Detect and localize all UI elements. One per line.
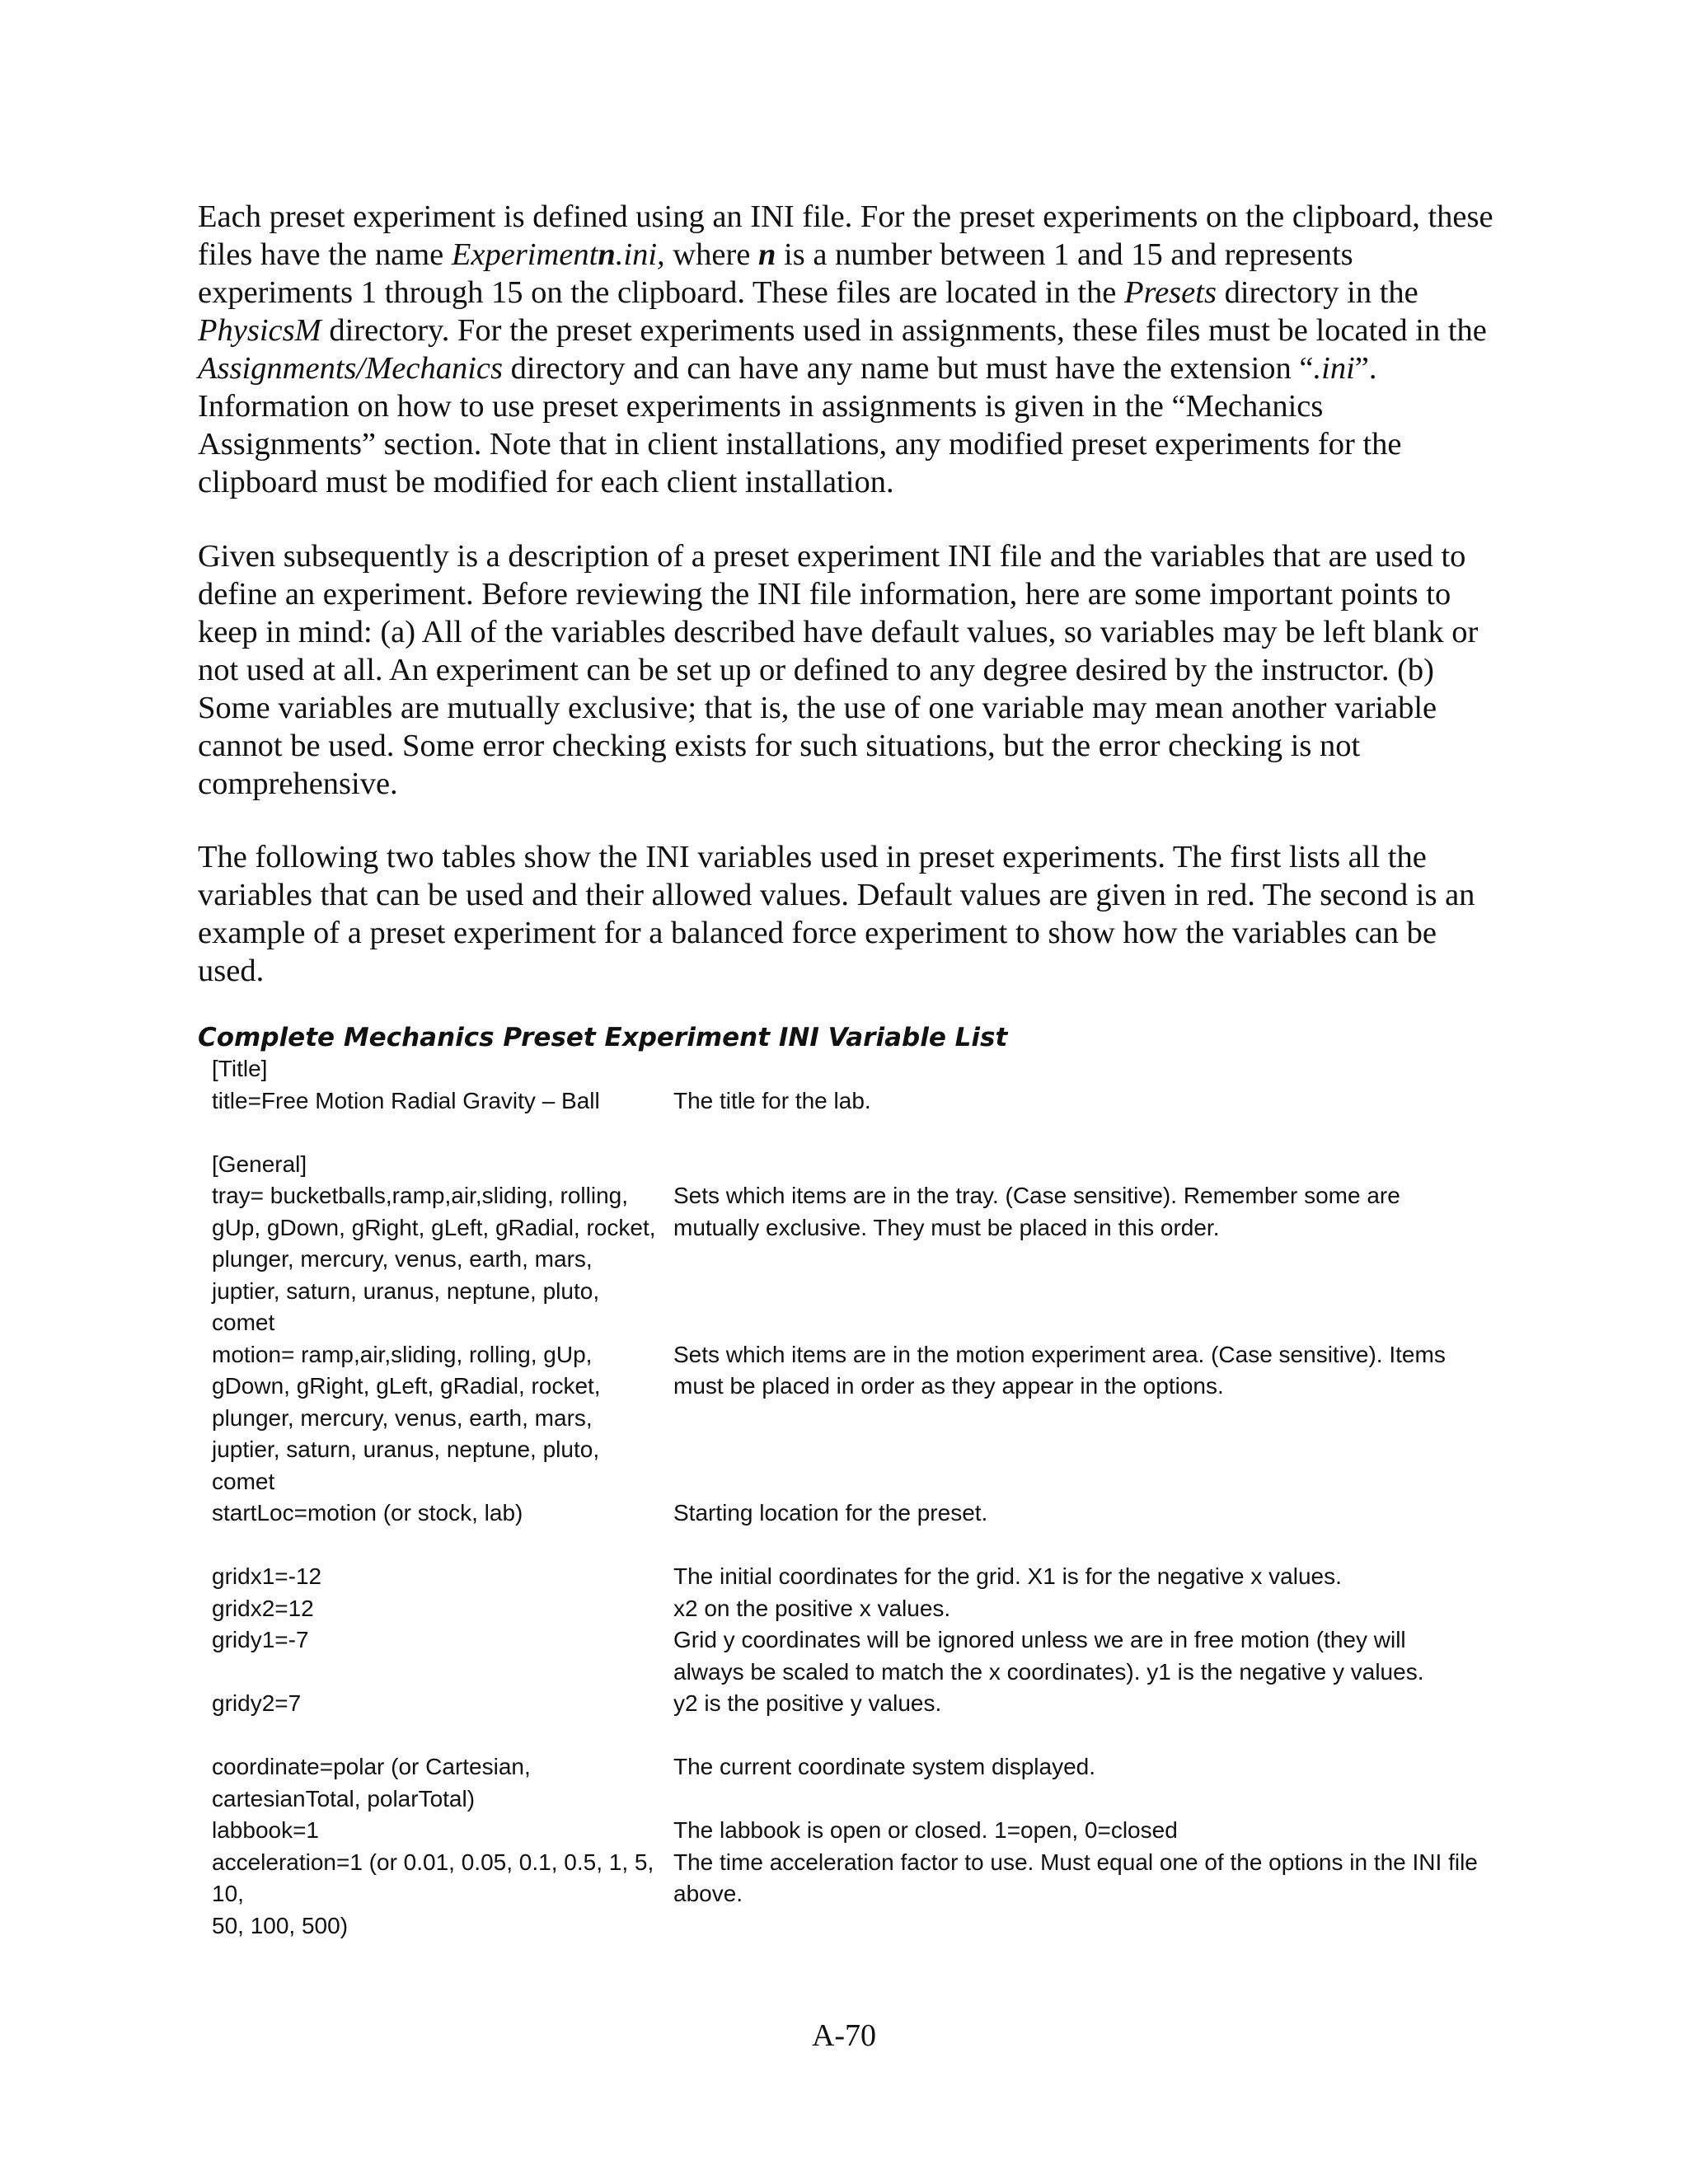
ini-description-line: always be scaled to match the x coordinates). y1 is the negative y values. [673,1658,1424,1685]
ini-variable-line: acceleration=1 (or 0.01, 0.05, 0.1, 0.5, 1, 5, [212,1849,654,1875]
page-number: A-70 [811,2018,877,2053]
ini-description [673,1561,1481,1593]
ini-description [673,1593,1481,1625]
intro-text-run: directory. For the preset experiments used in assignments, these files must be located in the [321,313,1487,348]
ini-row [212,1688,1481,1720]
ini-description-line: The initial coordinates for the grid. X1 is for the negative x values. [673,1563,1342,1589]
ini-row [212,1847,1481,1943]
ini-row [212,1561,1481,1593]
ini-variable-line: startLoc=motion (or stock, lab) [212,1500,523,1526]
ini-row [212,1497,1481,1530]
ini-variable-line: gridx2=12 [212,1595,314,1621]
ini-variable [212,1847,673,1943]
intro-text-run: directory in the [1216,275,1418,310]
ini-variable [212,1561,673,1593]
ini-row [212,1720,1481,1752]
ini-description [673,1751,1481,1783]
ini-description [673,1815,1481,1847]
ini-variable [212,1149,673,1181]
ini-variable-line: juptier, saturn, uranus, neptune, pluto, [212,1277,600,1304]
ini-variable [212,1053,673,1085]
ini-variable [212,1180,673,1339]
ini-variable-line: gridy2=7 [212,1690,302,1716]
ini-variable-line: labbook=1 [212,1817,320,1843]
ini-variable [212,1593,673,1625]
ini-description-line: The time acceleration factor to use. Must equal one of the options in the INI file [673,1849,1478,1875]
ini-variable-table [212,1053,1481,1942]
intro-text-run: .ini [1313,351,1355,386]
ini-row [212,1117,1481,1149]
ini-row [212,1339,1481,1498]
intro-paragraph [198,198,1500,501]
ini-row [212,1085,1481,1118]
ini-variable [212,1085,673,1118]
ini-description-line: x2 on the positive x values. [673,1595,951,1621]
ini-variable [212,1720,673,1752]
ini-variable [212,1815,673,1847]
ini-variable-line: 10, [212,1881,244,1906]
description-paragraph: Given subsequently is a description of a preset experiment INI file and the variables that are used to define an experiment. Before reviewing the INI file information, here are some important points to keep in mind: (a) All of the variables described have default values, so variables may be left blank or not used at all. An experiment can be set up or defined to any degree desired by the instructor. (b) Some variables are mutually exclusive; that is, the use of one variable may mean another variable cannot be used. Some error checking exists for such situations, but the error checking is not comprehensive. [198,539,1479,801]
ini-variable-line [212,1720,673,1752]
intro-text-run: Assignments/Mechanics [198,351,503,386]
intro-text-run: Presets [1124,275,1217,310]
ini-description-line: must be placed in order as they appear in the options. [673,1373,1224,1399]
ini-description-line: The labbook is open or closed. 1=open, 0=closed [673,1817,1178,1843]
ini-description-line: y2 is the positive y values. [673,1690,942,1716]
ini-description [673,1847,1481,1910]
ini-variable-line [212,1530,673,1562]
ini-row [212,1815,1481,1847]
ini-description [673,1085,1481,1118]
ini-description [673,1180,1481,1244]
ini-variable-line: title=Free Motion Radial Gravity – Ball [212,1087,600,1113]
ini-variable-line: cartesianTotal, polarTotal) [212,1785,476,1811]
ini-description-line: Grid y coordinates will be ignored unless we are in free motion (they will [673,1627,1406,1652]
ini-variable [212,1339,673,1498]
ini-variable-line: [General] [212,1151,307,1177]
intro-text-run: .ini, [615,237,665,272]
ini-variable [212,1117,673,1149]
ini-description [673,1624,1481,1688]
ini-row [212,1751,1481,1815]
ini-row [212,1053,1481,1085]
ini-description [673,1339,1481,1403]
ini-variable-line: 50, 100, 500) [212,1912,349,1938]
ini-description-line: Sets which items are in the tray. (Case sensitive). Remember some are [673,1183,1400,1208]
intro-text-run: ”. Information on how to use preset experiments in assignments is given in the “Mechanics Assignments” section. Note that in client installations, any modified preset experiments for the clipboard must be modified for each client installation. [198,351,1402,499]
ini-variable-line: gDown, gRight, gLeft, gRadial, rocket, [212,1373,601,1399]
ini-description-line: Starting location for the preset. [673,1500,988,1526]
intro-text-run: where [664,237,758,272]
ini-variable-line: [Title] [212,1056,268,1081]
ini-variable [212,1624,673,1688]
ini-variable-line [212,1657,673,1689]
ini-description-line: The current coordinate system displayed. [673,1754,1096,1779]
ini-variable-line: gridx1=-12 [212,1563,322,1589]
intro-text-run: n [757,237,776,272]
ini-variable [212,1751,673,1815]
ini-variable-line: plunger, mercury, venus, earth, mars, [212,1404,593,1431]
ini-variable-line [212,1117,673,1149]
ini-row [212,1624,1481,1688]
ini-variable-line: comet [212,1468,275,1494]
ini-description [673,1688,1481,1720]
ini-variable-line: tray= bucketballs,ramp,air,sliding, rolling, [212,1183,629,1208]
ini-description-line: Sets which items are in the motion experiment area. (Case sensitive). Items [673,1341,1446,1367]
intro-text-run: Experiment [451,237,598,272]
ini-variable-line: gUp, gDown, gRight, gLeft, gRadial, rocket, [212,1214,656,1240]
ini-variable-line: coordinate=polar (or Cartesian, [212,1754,531,1779]
ini-variable-line: motion= ramp,air,sliding, rolling, gUp, [212,1341,593,1367]
ini-variable-line: comet [212,1310,275,1335]
ini-row [212,1530,1481,1562]
ini-variable-line: juptier, saturn, uranus, neptune, pluto, [212,1436,600,1462]
intro-text-run: PhysicsM [198,313,321,348]
intro-text-run: n [598,237,616,272]
tables-paragraph: The following two tables show the INI variables used in preset experiments. The first lists all the variables that can be used and their allowed values. Default values are given in red. The second is an example of a preset experiment for a balanced force experiment to show how the variables can be used. [198,840,1475,988]
ini-variable [212,1530,673,1562]
ini-description-line: above. [673,1881,743,1906]
ini-description-line: mutually exclusive. They must be placed in this order. [673,1214,1220,1240]
ini-variable [212,1688,673,1720]
intro-text-run: is a number between 1 and 15 and represents experiments 1 through 15 on the clipboard. These files are located in the [198,237,1353,310]
ini-row [212,1149,1481,1181]
ini-variable-line: plunger, mercury, venus, earth, mars, [212,1246,593,1272]
ini-description-line: The title for the lab. [673,1087,871,1113]
ini-variable [212,1497,673,1530]
ini-description [673,1497,1481,1530]
table-caption: Complete Mechanics Preset Experiment INI Variable List [198,1023,1008,1052]
ini-row [212,1180,1481,1339]
intro-text-run: directory and can have any name but must have the extension “ [502,351,1314,386]
intro-text-run: Each preset experiment is defined using an INI file. For the preset experiments on the clipboard, these files have the name [198,199,1493,272]
ini-row [212,1593,1481,1625]
ini-variable-line: gridy1=-7 [212,1627,309,1652]
